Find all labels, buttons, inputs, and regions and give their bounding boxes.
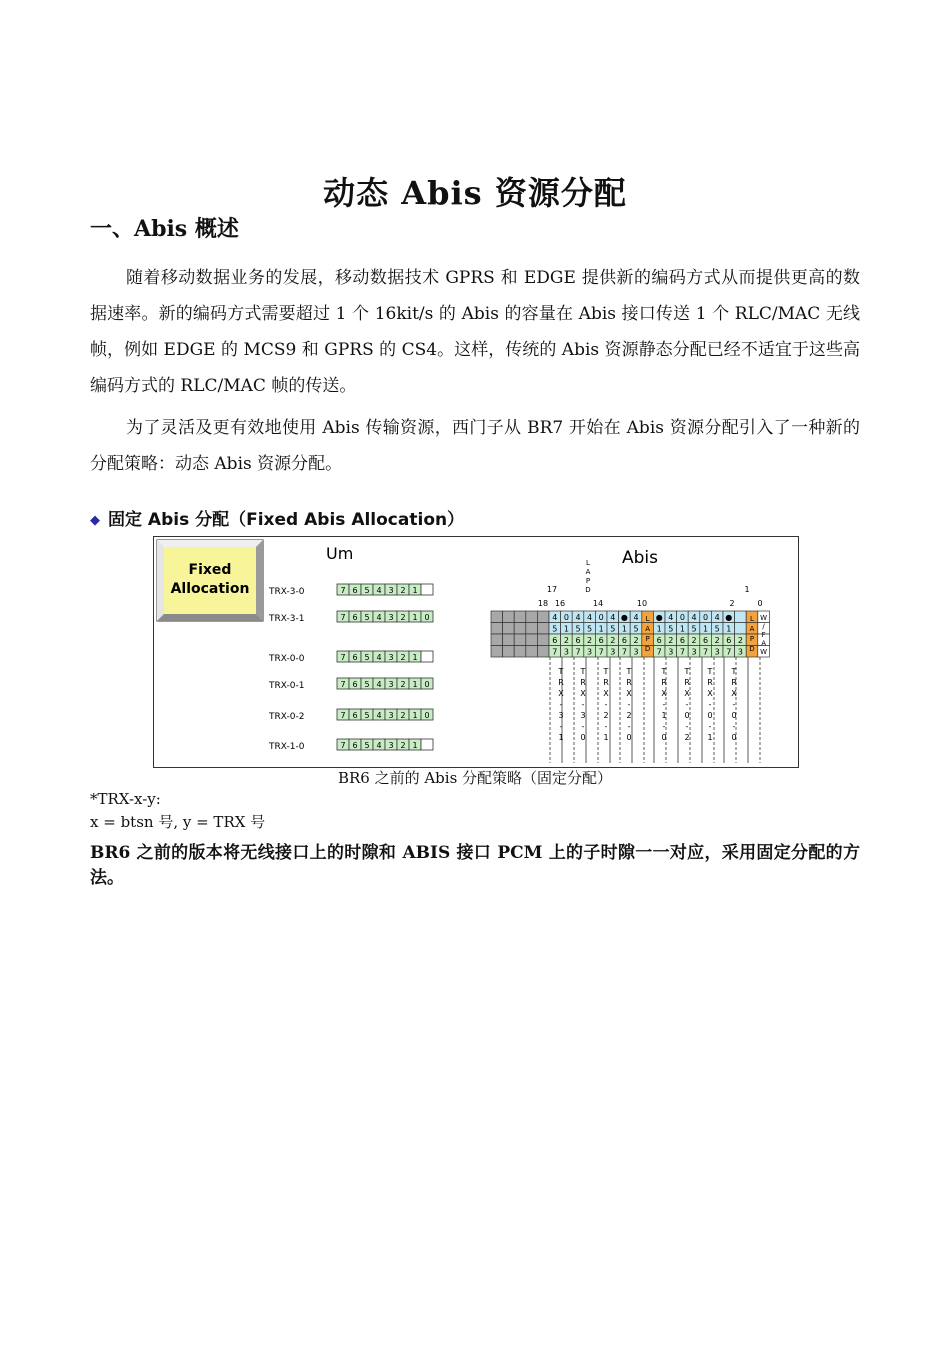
timeslot-cell [421, 651, 433, 662]
ts-number-18: 18 [537, 599, 549, 608]
fixed-abis-allocation-figure [153, 536, 799, 768]
abis-grid-cell [491, 623, 503, 635]
abis-grid-digit: 5 [587, 624, 593, 634]
vertical-trx-char: - [685, 722, 689, 731]
abis-label: Abis [622, 548, 659, 568]
abis-grid-digit: 6 [598, 636, 604, 645]
trx-label: TRX-3-0 [269, 587, 305, 597]
abis-grid-digit: 7 [703, 647, 709, 657]
abis-grid-cell [503, 646, 515, 658]
vertical-trx-char: T [731, 667, 737, 676]
lapd-top-letter: A [585, 568, 591, 576]
abis-grid-digit: 2 [737, 636, 743, 645]
lapd-top-letter: D [585, 586, 591, 594]
abis-grid-digit: 3 [563, 647, 569, 657]
abis-grid-digit: 6 [552, 636, 558, 645]
abis-grid-digit: 4 [691, 613, 697, 622]
timeslot-digit: 1 [412, 741, 418, 750]
timeslot-digit: 5 [364, 653, 370, 662]
timeslot-digit: 7 [340, 613, 346, 622]
vertical-trx-char: - [708, 700, 712, 709]
abis-grid-digit: 4 [714, 613, 720, 622]
timeslot-digit: 1 [412, 613, 418, 622]
vertical-trx-char: R [626, 678, 632, 687]
abis-grid-cell [537, 646, 549, 658]
abis-grid-digit: 3 [610, 647, 616, 657]
abis-grid-digit: 0 [703, 613, 709, 622]
vertical-trx-char: - [559, 700, 563, 709]
fixed-allocation-box [157, 540, 263, 621]
abis-grid-digit: 5 [668, 624, 674, 634]
abis-grid-cell [526, 634, 538, 646]
vertical-trx-char: 0 [731, 711, 737, 720]
lapd-letter: A [749, 625, 755, 633]
timeslot-digit: 3 [388, 613, 394, 622]
trx-label: TRX-0-0 [269, 654, 305, 664]
abis-grid-digit: 6 [679, 636, 685, 645]
page-title: 动态 Abis 资源分配 [323, 174, 627, 212]
abis-grid-cell [735, 611, 747, 623]
ts-number-17: 17 [546, 585, 558, 594]
vertical-trx-char: X [626, 689, 632, 698]
timeslot-digit: 3 [388, 586, 394, 595]
vertical-trx-char: T [684, 667, 690, 676]
vertical-trx-char: 1 [661, 711, 667, 720]
timeslot-digit: 3 [388, 680, 394, 689]
paragraph-intro: 随着移动数据业务的发展，移动数据技术 GPRS 和 EDGE 提供新的编码方式从而提供更高的数据速率。新的编码方式需要超过 1 个 16kit/s 的 Abis 的容量在 Abis 接口传送 1 个 RLC/MAC 无线帧，例如 EDGE 的 MCS9 和 GPRS 的 CS4。这样，传统的 Abis 资源静态分配已经不适宜于这些高编码方式的 RLC/MAC 帧的传送。 [90, 268, 860, 396]
timeslot-digit: 2 [400, 586, 406, 595]
box-label-allocation: Allocation [170, 581, 250, 597]
abis-grid-digit: 1 [679, 624, 685, 634]
vertical-trx-char: X [661, 689, 667, 698]
vertical-trx-char: R [707, 678, 713, 687]
vertical-trx-char: T [661, 667, 667, 676]
vertical-trx-char: - [581, 700, 585, 709]
abis-grid-cell [503, 611, 515, 623]
timeslot-digit: 3 [388, 741, 394, 750]
abis-grid-cell [514, 623, 526, 635]
abis-grid-digit: 5 [633, 624, 639, 634]
timeslot-digit: 5 [364, 680, 370, 689]
timeslot-digit: 4 [376, 613, 382, 622]
lapd-letter: P [645, 635, 650, 643]
vertical-trx-char: T [626, 667, 632, 676]
box-label-fixed: Fixed [188, 562, 232, 578]
vertical-trx-char: R [558, 678, 564, 687]
abis-grid-digit: 1 [656, 624, 662, 634]
abis-grid-digit: 6 [726, 636, 732, 645]
ts-number-0: 0 [757, 599, 763, 608]
timeslot-digit: 0 [424, 613, 430, 622]
timeslot-digit: 5 [364, 613, 370, 622]
timeslot-cell [421, 584, 433, 595]
abis-grid-cell [526, 611, 538, 623]
abis-grid-digit: 6 [621, 636, 627, 645]
diagram-dynamic-layer [268, 559, 769, 763]
abis-grid-cell [491, 646, 503, 658]
timeslot-digit: 1 [412, 653, 418, 662]
vertical-trx-char: 2 [603, 711, 609, 720]
abis-grid-digit: 1 [563, 624, 569, 634]
abis-grid-digit: 1 [703, 624, 709, 634]
vertical-trx-char: - [732, 700, 736, 709]
timeslot-digit: 4 [376, 586, 382, 595]
lapd-letter: D [749, 645, 755, 653]
lapd-top-letter: P [585, 577, 591, 585]
abis-grid-digit: 7 [656, 647, 662, 657]
vertical-trx-char: X [731, 689, 737, 698]
abis-grid-digit: 4 [575, 613, 581, 622]
vertical-trx-char: T [707, 667, 713, 676]
vertical-trx-char: - [662, 722, 666, 731]
bullet-heading-fixed-abis [90, 505, 464, 530]
note-trx-format: *TRX-x-y: [90, 790, 161, 808]
abis-grid-cell [537, 623, 549, 635]
abis-grid-digit: 7 [575, 647, 581, 657]
abis-grid-digit: 0 [598, 613, 604, 622]
vertical-trx-char: R [580, 678, 586, 687]
abis-grid-digit: 3 [691, 647, 697, 657]
abis-grid-digit: 5 [691, 624, 697, 634]
timeslot-digit: 5 [364, 586, 370, 595]
timeslot-digit: 6 [352, 741, 358, 750]
vertical-trx-char: X [707, 689, 713, 698]
abis-grid-cell [537, 634, 549, 646]
lapd-top-letter: L [586, 559, 590, 567]
timeslot-digit: 1 [412, 711, 418, 720]
vertical-trx-char: 3 [580, 711, 586, 720]
abis-grid-cell [537, 611, 549, 623]
timeslot-digit: 6 [352, 711, 358, 720]
lapd-letter: A [645, 625, 650, 633]
abis-grid-digit: 3 [668, 647, 674, 657]
ts-number-16: 16 [554, 599, 566, 608]
wfaw-letter: / [762, 622, 765, 631]
vertical-trx-char: X [580, 689, 586, 698]
abis-grid-digit: 0 [679, 613, 685, 622]
vertical-trx-char: - [732, 722, 736, 731]
timeslot-digit: 3 [388, 653, 394, 662]
vertical-trx-char: T [603, 667, 609, 676]
lapd-letter: L [750, 615, 754, 623]
abis-grid-digit: 5 [714, 624, 720, 634]
abis-grid-digit: 2 [633, 636, 639, 645]
abis-grid-cell [491, 611, 503, 623]
diamond-bullet-icon: ◆ [90, 513, 100, 528]
abis-grid-digit: 5 [610, 624, 616, 634]
abis-grid-digit: 7 [679, 647, 685, 657]
timeslot-digit: 6 [352, 586, 358, 595]
vertical-trx-char: 1 [603, 733, 609, 742]
vertical-trx-char: 0 [626, 733, 632, 742]
timeslot-digit: 6 [352, 613, 358, 622]
vertical-trx-char: - [685, 700, 689, 709]
timeslot-digit: 0 [424, 711, 430, 720]
vertical-trx-char: - [604, 700, 608, 709]
abis-grid-cell [503, 634, 515, 646]
abis-grid-digit: 2 [563, 636, 569, 645]
timeslot-digit: 6 [352, 653, 358, 662]
abis-grid-digit: 7 [598, 647, 604, 657]
vertical-trx-char: 1 [558, 733, 564, 742]
abis-grid-cell [526, 623, 538, 635]
abis-grid-digit: 4 [587, 613, 593, 622]
vertical-trx-char: X [684, 689, 690, 698]
abis-grid-digit: 3 [714, 647, 720, 657]
vertical-trx-char: 2 [626, 711, 632, 720]
vertical-trx-char: 0 [580, 733, 586, 742]
wfaw-letter: W [760, 614, 768, 622]
lapd-letter: L [645, 615, 650, 623]
abis-grid-digit: 4 [552, 613, 558, 622]
abis-grid-digit: ● [620, 613, 628, 622]
vertical-trx-char: - [627, 722, 631, 731]
lapd-letter: D [644, 645, 651, 653]
abis-grid-digit: 6 [575, 636, 581, 645]
timeslot-digit: 6 [352, 680, 358, 689]
timeslot-digit: 3 [388, 711, 394, 720]
vertical-trx-char: X [558, 689, 564, 698]
abis-grid-digit: 2 [587, 636, 593, 645]
abis-grid-digit: 7 [552, 647, 558, 657]
vertical-trx-char: R [603, 678, 609, 687]
abis-grid-cell [514, 634, 526, 646]
abis-grid-cell [503, 623, 515, 635]
paragraph-dynamic-abis: 为了灵活及更有效地使用 Abis 传输资源，西门子从 BR7 开始在 Abis 资源分配引入了一种新的分配策略：动态 Abis 资源分配。 [90, 418, 860, 474]
abis-grid-digit: ● [725, 613, 733, 622]
trx-label: TRX-0-2 [269, 712, 305, 722]
vertical-trx-char: 2 [684, 733, 690, 742]
timeslot-digit: 2 [400, 613, 406, 622]
note-trx-legend: x = btsn 号, y = TRX 号 [90, 813, 266, 831]
ts-number-1: 1 [744, 585, 750, 594]
vertical-trx-char: T [558, 667, 564, 676]
ts-number-14: 14 [592, 599, 604, 608]
vertical-trx-char: - [581, 722, 585, 731]
abis-grid-digit: 2 [668, 636, 674, 645]
abis-grid-digit: 4 [610, 613, 616, 622]
abis-grid-digit: 2 [610, 636, 616, 645]
timeslot-digit: 0 [424, 680, 430, 689]
trx-label: TRX-1-0 [269, 742, 305, 752]
timeslot-digit: 7 [340, 711, 346, 720]
timeslot-digit: 2 [400, 741, 406, 750]
abis-grid-digit: 5 [552, 624, 558, 634]
timeslot-digit: 4 [376, 680, 382, 689]
paragraph-fixed-allocation-summary: BR6 之前的版本将无线接口上的时隙和 ABIS 接口 PCM 上的子时隙一一对应，采用固定分配的方法。 [90, 843, 860, 888]
vertical-trx-char: - [627, 700, 631, 709]
bullet-heading-text: 固定 Abis 分配（Fixed Abis Allocation） [108, 510, 465, 530]
timeslot-digit: 2 [400, 680, 406, 689]
abis-grid-digit: 4 [633, 613, 639, 622]
abis-grid-digit: 7 [621, 647, 627, 657]
abis-grid-digit: 5 [575, 624, 581, 634]
timeslot-digit: 7 [340, 586, 346, 595]
ts-number-2: 2 [729, 599, 735, 608]
vertical-trx-char: 3 [558, 711, 564, 720]
lapd-letter: P [749, 635, 755, 643]
vertical-trx-char: R [684, 678, 690, 687]
timeslot-digit: 7 [340, 680, 346, 689]
timeslot-digit: 1 [412, 680, 418, 689]
timeslot-digit: 7 [340, 653, 346, 662]
trx-label: TRX-3-1 [269, 614, 305, 624]
abis-grid-digit: 2 [691, 636, 697, 645]
abis-grid-cell [514, 611, 526, 623]
abis-grid-digit: 1 [726, 624, 732, 634]
abis-grid-cell [514, 646, 526, 658]
figure-caption: BR6 之前的 Abis 分配策略（固定分配） [337, 769, 613, 787]
vertical-trx-char: X [603, 689, 609, 698]
timeslot-digit: 4 [376, 653, 382, 662]
um-label: Um [326, 544, 354, 563]
section-heading-abis-overview: 一、Abis 概述 [90, 216, 239, 242]
wfaw-letter: F [761, 631, 766, 639]
abis-grid-digit: 2 [714, 636, 720, 645]
trx-label: TRX-0-1 [269, 681, 305, 691]
vertical-trx-char: T [580, 667, 586, 676]
timeslot-digit: 1 [412, 586, 418, 595]
abis-grid-digit: 7 [726, 647, 732, 657]
vertical-trx-char: R [661, 678, 667, 687]
allocation-diagram [154, 537, 798, 767]
vertical-trx-char: 0 [707, 711, 713, 720]
vertical-trx-char: 0 [684, 711, 690, 720]
vertical-trx-char: - [708, 722, 712, 731]
timeslot-digit: 5 [364, 741, 370, 750]
timeslot-cell [421, 739, 433, 750]
abis-grid-digit: 3 [633, 647, 639, 657]
vertical-trx-char: 0 [731, 733, 737, 742]
timeslot-digit: 5 [364, 711, 370, 720]
vertical-trx-char: 0 [661, 733, 667, 742]
timeslot-digit: 7 [340, 741, 346, 750]
abis-grid-digit: 6 [703, 636, 709, 645]
abis-grid-cell [526, 646, 538, 658]
abis-grid-digit: 6 [656, 636, 662, 645]
ts-number-10: 10 [636, 599, 648, 608]
abis-grid-digit: ● [655, 613, 663, 622]
abis-grid-cell [491, 634, 503, 646]
timeslot-digit: 4 [376, 741, 382, 750]
wfaw-letter: W [760, 648, 768, 656]
abis-grid-digit: 4 [668, 613, 674, 622]
abis-grid-digit: 0 [563, 613, 569, 622]
abis-grid-digit: 1 [598, 624, 604, 634]
vertical-trx-char: - [662, 700, 666, 709]
vertical-trx-char: R [731, 678, 737, 687]
abis-grid-cell [735, 623, 747, 635]
vertical-trx-char: 1 [707, 733, 713, 742]
timeslot-digit: 2 [400, 711, 406, 720]
timeslot-digit: 4 [376, 711, 382, 720]
abis-grid-digit: 3 [587, 647, 593, 657]
vertical-trx-char: - [559, 722, 563, 731]
abis-grid-digit: 1 [621, 624, 627, 634]
abis-grid-digit: 3 [737, 647, 743, 657]
vertical-trx-char: - [604, 722, 608, 731]
wfaw-letter: A [761, 639, 766, 648]
timeslot-digit: 2 [400, 653, 406, 662]
